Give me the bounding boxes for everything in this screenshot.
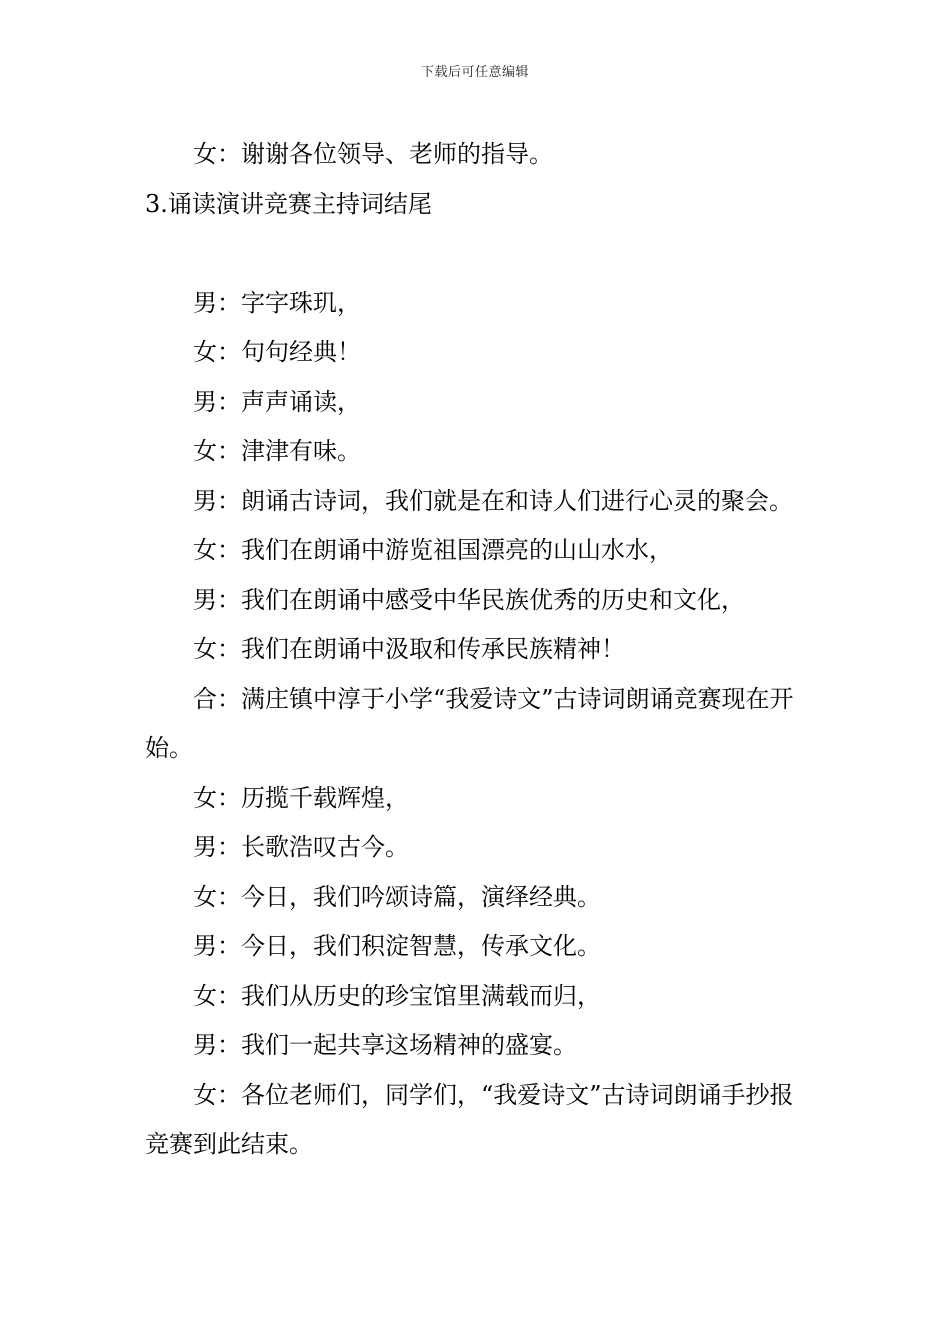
paragraph: 女：历揽千载辉煌， xyxy=(193,783,409,812)
page-header: 下载后可任意编辑 xyxy=(420,65,529,80)
paragraph: 男：长歌浩叹古今。 xyxy=(193,833,409,861)
document-body xyxy=(145,130,807,1170)
paragraph: 女：各位老师们，同学们，“我爱诗文”古诗词朗诵手抄报竞赛到此结束。 xyxy=(145,1080,794,1158)
paragraph: 女：我们在朗诵中游览祖国漂亮的山山水水， xyxy=(193,536,673,564)
section-heading: 3.诵读演讲竞赛主持词结尾 xyxy=(145,189,432,218)
paragraph: 男：字字珠玑， xyxy=(193,288,361,317)
paragraph: 男：声声诵读， xyxy=(193,387,361,416)
paragraph: 女：今日，我们吟颂诗篇，演绎经典。 xyxy=(193,882,601,911)
blank-line xyxy=(145,229,807,279)
paragraph: 合：满庄镇中淳于小学“我爱诗文”古诗词朗诵竞赛现在开始。 xyxy=(145,684,794,762)
paragraph: 男：朗诵古诗词，我们就是在和诗人们进行心灵的聚会。 xyxy=(193,486,793,515)
paragraph: 女：我们在朗诵中汲取和传承民族精神！ xyxy=(193,635,625,663)
paragraph: 男：我们一起共享这场精神的盛宴。 xyxy=(193,1031,577,1059)
paragraph: 女：谢谢各位领导、老师的指导。 xyxy=(193,140,553,168)
paragraph: 女：句句经典！ xyxy=(193,338,361,366)
paragraph: 女：津津有味。 xyxy=(193,437,361,465)
paragraph: 女：我们从历史的珍宝馆里满载而归， xyxy=(193,981,601,1010)
paragraph: 男：今日，我们积淀智慧，传承文化。 xyxy=(193,932,601,960)
paragraph: 男：我们在朗诵中感受中华民族优秀的历史和文化， xyxy=(193,585,745,614)
